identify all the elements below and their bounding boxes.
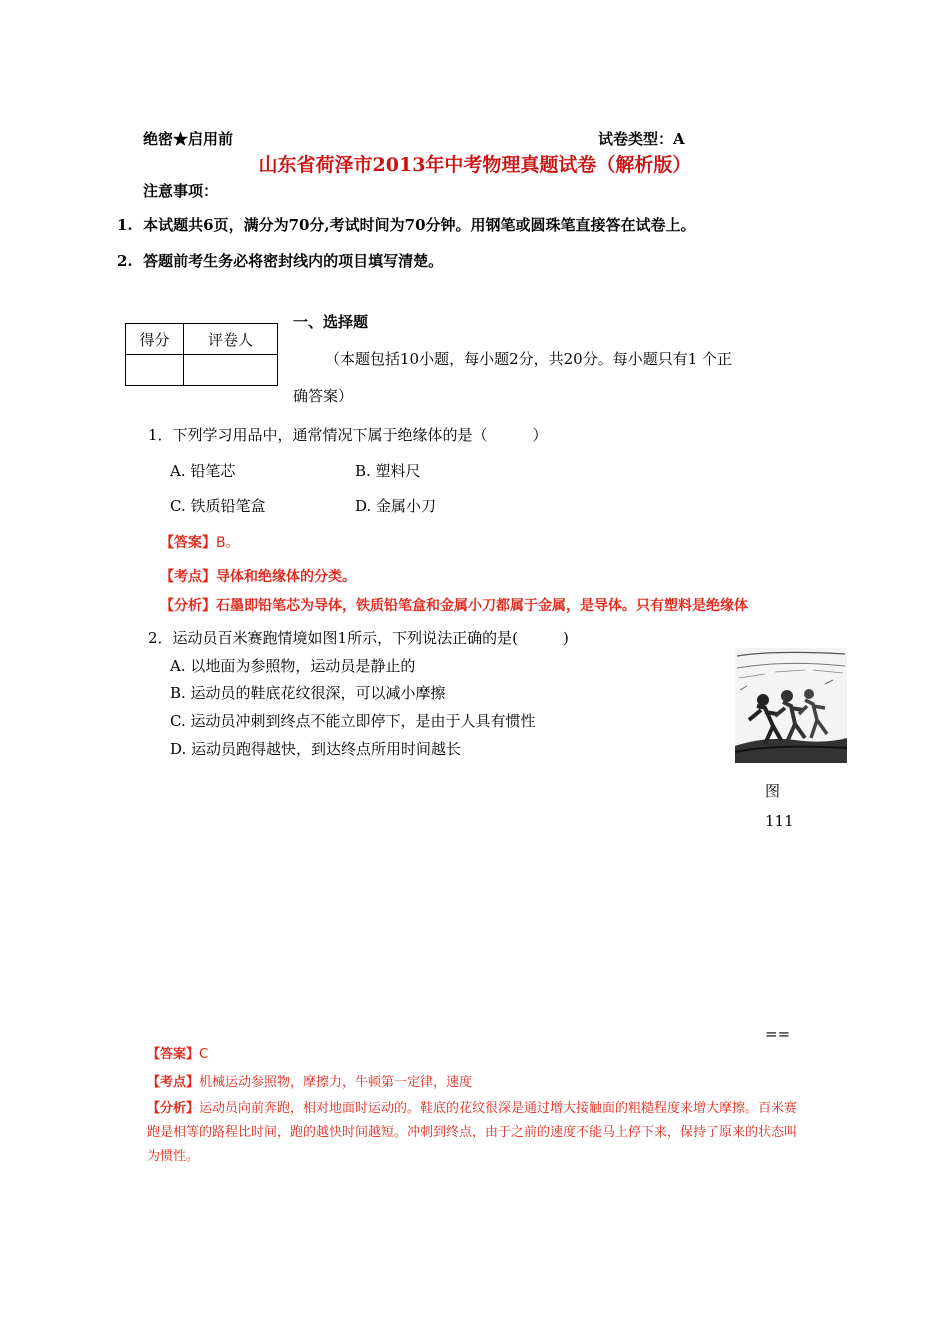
page-title: 山东省荷泽市2013年中考物理真题试卷（解析版） [258,154,692,176]
q2-answer-value: C [199,1047,209,1062]
figure-label: 图 [765,782,781,800]
section-desc-line2: 确答案） [293,387,354,405]
notice-item-1 [117,214,696,235]
q2-option-c: C. 运动员冲刺到终点不能立即停下，是由于人具有惯性 [170,712,536,730]
q1-analysis-value: 石墨即铅笔芯为导体，铁质铅笔盒和金属小刀都属于金属，是导体。只有塑料是绝缘体 [216,598,748,614]
q1-option-b: B. 塑料尺 [355,462,421,480]
q2-answer-tag: 【答案】 [147,1047,200,1062]
q1-answer [160,532,240,552]
q1-point-value: 导体和绝缘体的分类。 [216,569,356,585]
q1-option-c: C. 铁质铅笔盒 [170,497,266,515]
q1-analysis-tag: 【分析】 [160,598,216,614]
q2-point-value: 机械运动参照物，摩擦力，牛顿第一定律，速度 [199,1075,473,1090]
q2-option-b: B. 运动员的鞋底花纹很深，可以减小摩擦 [170,684,446,702]
q2-mark: == [765,1025,791,1043]
notice-item-1-text: 本试题共6页，满分为70分,考试时间为70分钟。用钢笔或圆珠笔直接答在试卷上。 [143,216,696,234]
q1-answer-tag: 【答案】 [160,535,216,551]
grader-header: 评卷人 [184,324,278,355]
notice-heading: 注意事项： [143,182,219,200]
score-header: 得分 [126,324,184,355]
score-table [125,323,278,386]
q2-analysis-value-1: 运动员向前奔跑，相对地面时运动的。鞋底的花纹很深是通过增大接触面的粗糙程度来增大摩擦。百米赛 [199,1101,798,1116]
q1-stem: 1．下列学习用品中，通常情况下属于绝缘体的是（ ） [148,426,548,444]
q1-option-d: D. 金属小刀 [355,497,437,515]
notice-item-1-num: 1. [117,216,133,234]
q1-analysis [160,595,748,615]
q2-analysis-tag: 【分析】 [147,1101,200,1116]
q1-point [160,566,356,586]
section-title: 一、选择题 [293,313,369,331]
q2-analysis-line3: 为惯性。 [147,1149,200,1164]
q2-analysis-line2: 跑是相等的路程比时间，跑的越快时间越短。冲刺到终点，由于之前的速度不能马上停下来，保持了原来的状态叫 [147,1125,798,1140]
q1-option-a: A. 铅笔芯 [170,462,236,480]
notice-item-2-text: 答题前考生务必将密封线内的项目填写清楚。 [143,252,444,270]
score-cell [126,355,184,386]
sprinters-figure [735,648,847,763]
q2-analysis-line1 [147,1097,797,1116]
q2-point [147,1071,472,1090]
secret-label: 绝密★启用前 [143,130,234,148]
q2-answer [147,1043,208,1062]
notice-item-2 [117,250,443,271]
q2-point-tag: 【考点】 [147,1075,200,1090]
q2-option-a: A. 以地面为参照物，运动员是静止的 [170,657,416,675]
q2-stem: 2．运动员百米赛跑情境如图1所示，下列说法正确的是( ) [148,629,569,647]
notice-item-2-num: 2. [117,252,133,270]
section-desc-line1: （本题包括10小题，每小题2分，共20分。每小题只有1 个正 [325,350,733,368]
q2-option-d: D. 运动员跑得越快，到达终点所用时间越长 [170,740,462,758]
figure-number: 111 [765,812,794,830]
q1-point-tag: 【考点】 [160,569,216,585]
paper-type-label: 试卷类型：A [598,130,685,148]
q1-answer-value: B。 [216,535,240,551]
grader-cell [184,355,278,386]
